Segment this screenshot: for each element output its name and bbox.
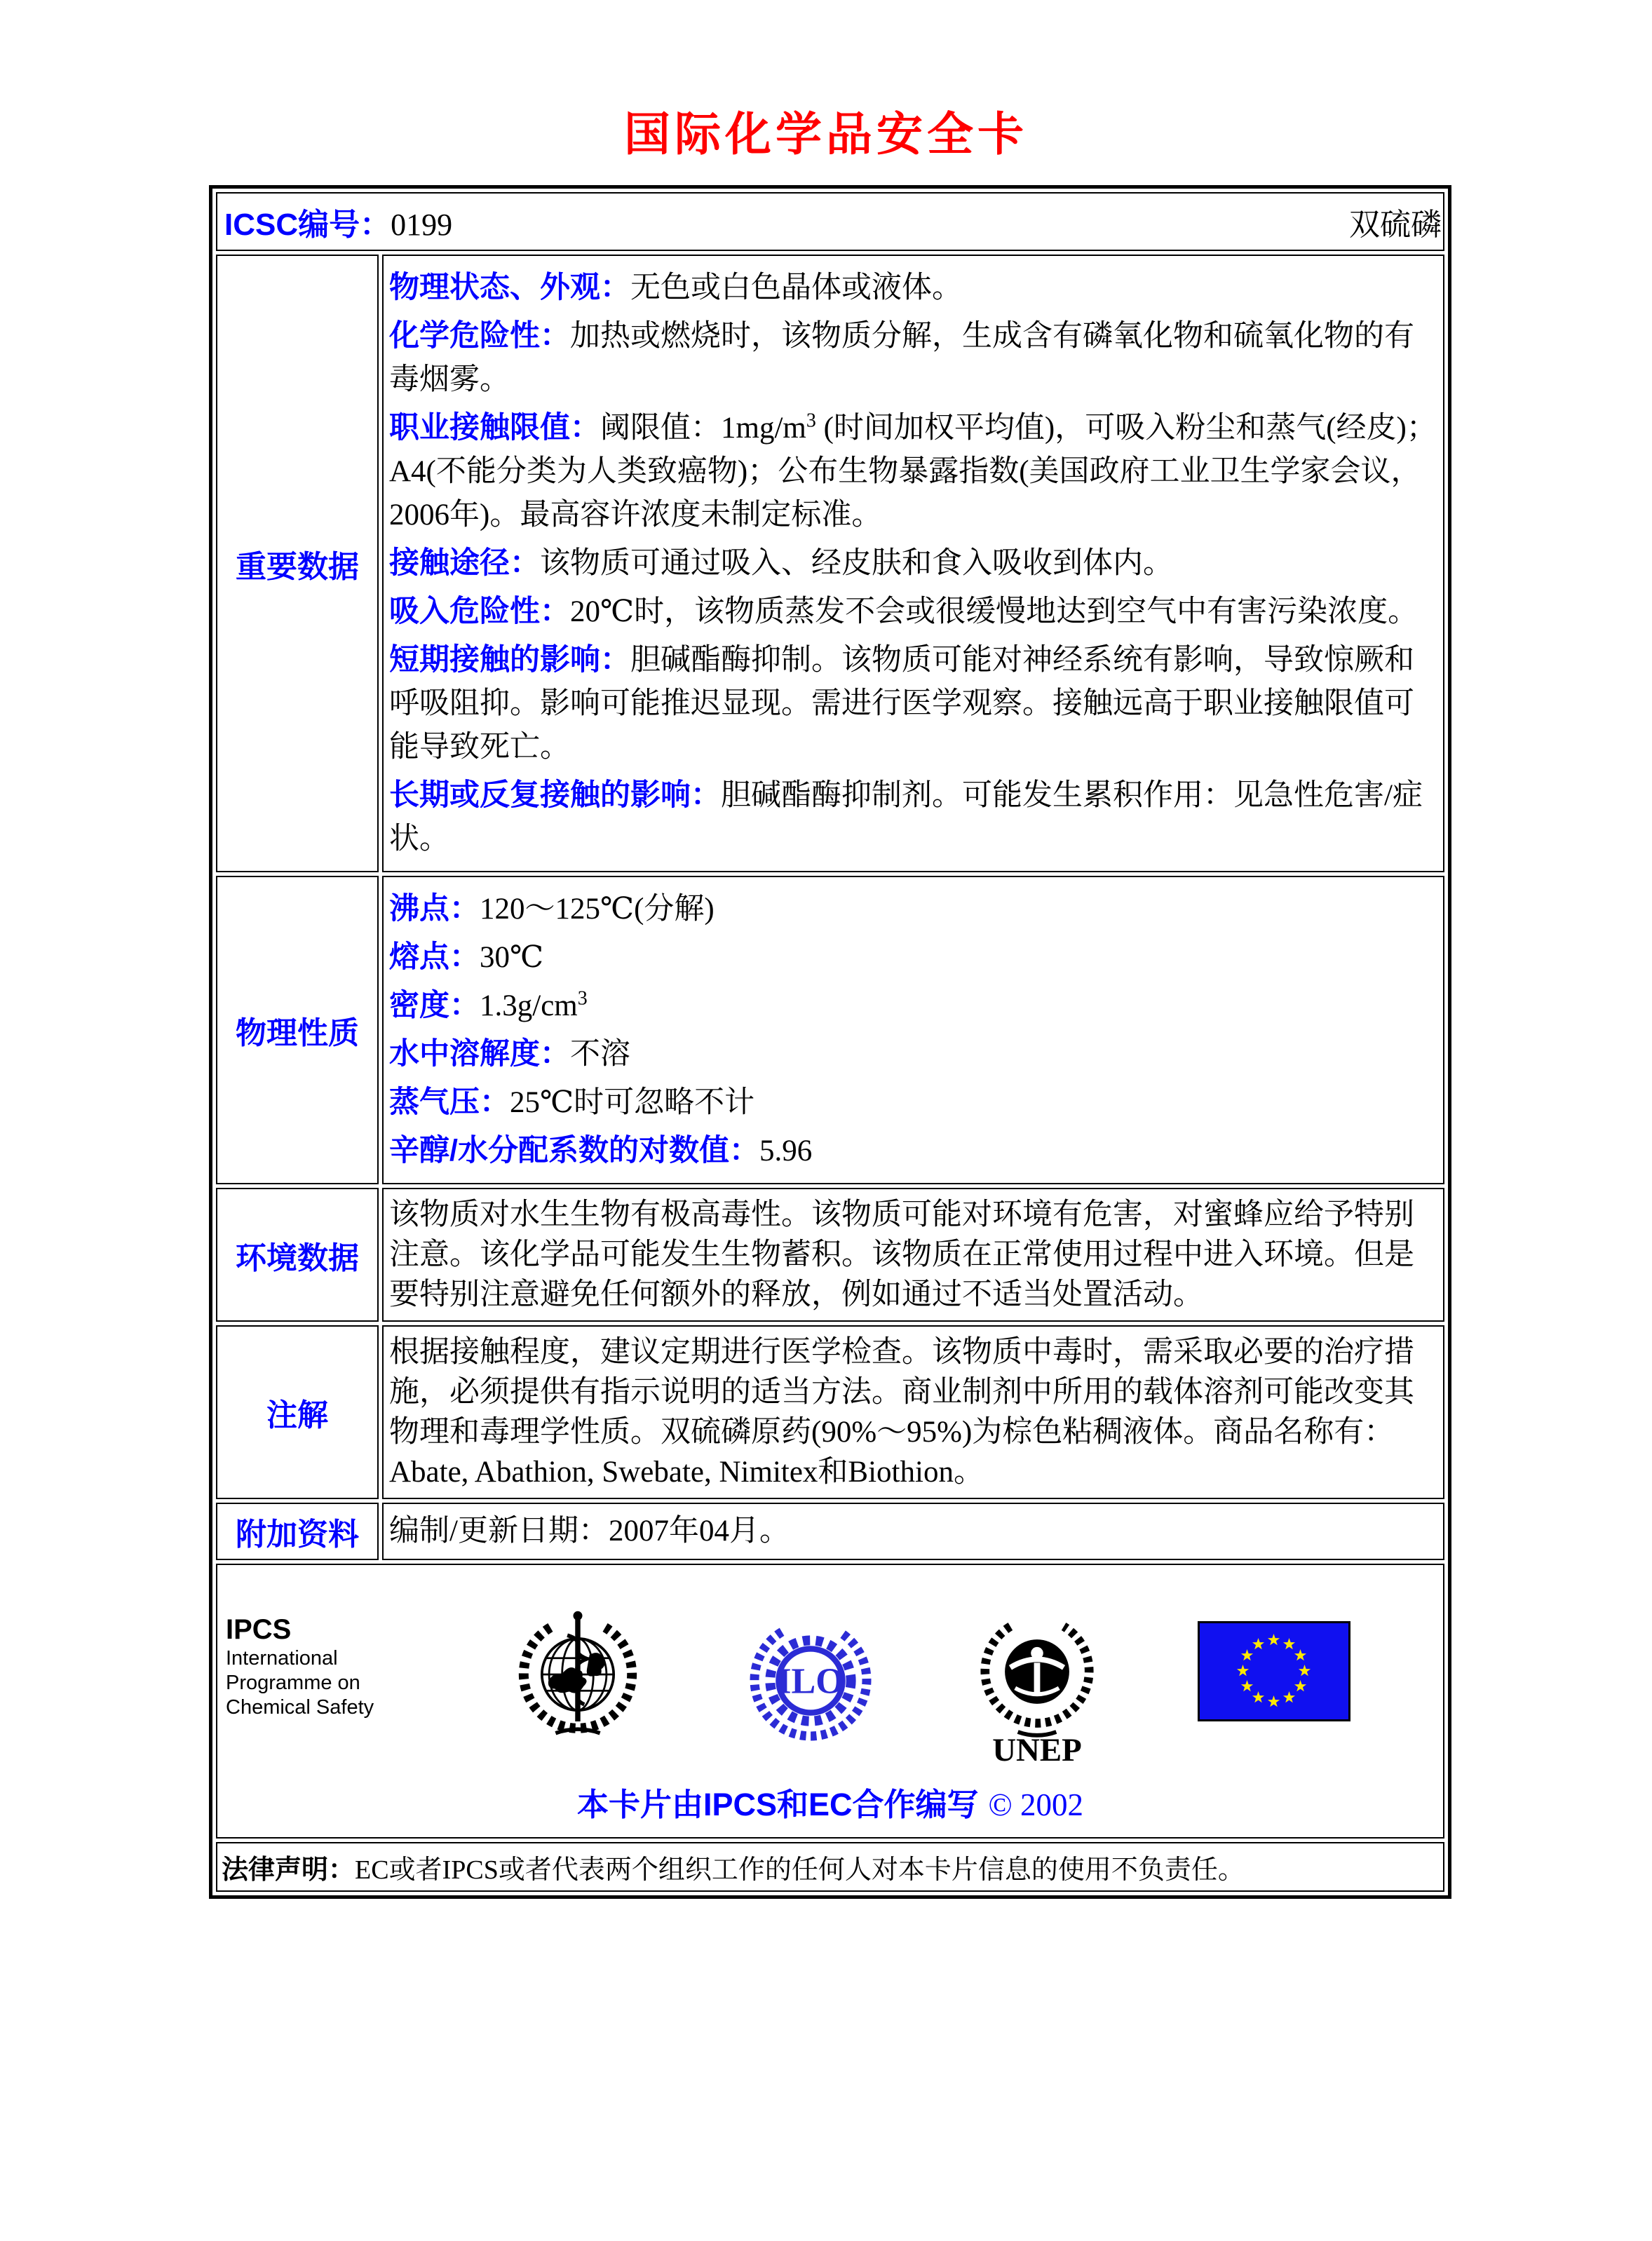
list-item <box>389 541 1439 585</box>
item-text: 无色或白色晶体或液体。 <box>630 271 962 304</box>
icsc-table <box>212 189 1448 1895</box>
copyright-year: © 2002 <box>988 1787 1083 1822</box>
chemical-name: 双硫磷 <box>1349 208 1442 242</box>
item-text: 1.3g/cm <box>480 989 578 1022</box>
list-item <box>389 1032 1439 1076</box>
section-label-physical-properties: 物理性质 <box>216 876 379 1184</box>
section-label-notes: 注解 <box>216 1325 379 1499</box>
item-label: 熔点： <box>389 940 480 974</box>
section-text: 该物质对水生生物有极高毒性。该物质可能对环境有危害，对蜜蜂应给予特别注意。该化学品可能发生生物蓄积。该物质在正常使用过程中进入环境。但是要特别注意避免任何额外的释放，例如通过不适当处置活动。 <box>389 1198 1414 1311</box>
ipcs-text-block <box>226 1613 409 1720</box>
table-row-additional-info <box>216 1503 1444 1560</box>
notes-content <box>382 1325 1444 1499</box>
icsc-number-label: ICSC编号： <box>224 208 391 242</box>
legal-cell <box>216 1842 1444 1892</box>
ipcs-line: Chemical Safety <box>226 1696 374 1719</box>
section-text: 根据接触程度，建议定期进行医学检查。该物质中毒时，需采取必要的治疗措施，必须提供有指示说明的适当方法。商业制剂中所用的载体溶剂可能改变其物理和毒理学性质。双硫磷原药(90%～95%)为棕色粘稠液体。商品名称有：Abate, Abathion, Swebate, Nimitex和Biothion。 <box>389 1336 1414 1489</box>
list-item <box>389 935 1439 980</box>
item-text: 120～125℃(分解) <box>480 893 715 926</box>
important-data-content <box>382 255 1444 872</box>
list-item <box>389 406 1439 537</box>
item-label: 水中溶解度： <box>389 1037 570 1071</box>
list-item <box>389 773 1439 861</box>
unep-logo-icon <box>979 1603 1095 1775</box>
list-item <box>389 590 1439 634</box>
item-label: 长期或反复接触的影响： <box>389 778 721 812</box>
item-text: (时间加权平均值)，可吸入粉尘和蒸气(经皮)；A4(不能分类为人类致癌物)；公布生物暴露指数(美国政府工业卫生学家会议，2006年)。最高容许浓度未制定标准。 <box>389 412 1437 532</box>
copyright-text: 本卡片由IPCS和EC合作编写 <box>577 1787 979 1822</box>
item-text: 加热或燃烧时，该物质分解，生成含有磷氧化物和硫氧化物的有毒烟雾。 <box>389 320 1414 396</box>
copyright-line <box>217 1779 1443 1824</box>
header-cell <box>216 192 1444 251</box>
logo-row <box>217 1572 1443 1775</box>
section-label-environmental-data: 环境数据 <box>216 1188 379 1322</box>
item-label: 短期接触的影响： <box>389 643 630 677</box>
table-row-legal <box>216 1842 1444 1892</box>
table-row-important-data <box>216 255 1444 872</box>
table-row-header <box>216 192 1444 251</box>
item-label: 接触途径： <box>389 546 540 580</box>
environmental-data-content <box>382 1188 1444 1322</box>
list-item <box>389 314 1439 402</box>
list-item <box>389 638 1439 769</box>
superscript: 3 <box>806 409 816 432</box>
section-text: 编制/更新日期：2007年04月。 <box>389 1515 790 1548</box>
table-row-notes <box>216 1325 1444 1499</box>
ipcs-line: Programme on <box>226 1672 360 1694</box>
item-text: 胆碱酯酶抑制剂。可能发生累积作用：见急性危害/症状。 <box>389 779 1423 855</box>
legal-label: 法律声明： <box>222 1855 356 1885</box>
item-label: 蒸气压： <box>389 1085 510 1119</box>
unep-label: UNEP <box>991 1731 1082 1768</box>
section-label-additional-info: 附加资料 <box>216 1503 379 1560</box>
page-title: 国际化学品安全卡 <box>624 109 1028 161</box>
item-label: 化学危险性： <box>389 319 570 353</box>
superscript: 3 <box>577 987 588 1010</box>
item-label: 沸点： <box>389 892 480 926</box>
ilo-logo-icon <box>745 1614 876 1751</box>
list-item <box>389 1129 1439 1173</box>
ipcs-line: International <box>226 1647 338 1670</box>
footer-cell <box>216 1564 1444 1839</box>
list-item <box>389 887 1439 931</box>
item-text: 25℃时可忽略不计 <box>510 1086 755 1119</box>
physical-properties-content <box>382 876 1444 1184</box>
item-text: 30℃ <box>480 941 544 974</box>
item-text: 阈限值：1mg/m <box>600 412 806 445</box>
item-text: 5.96 <box>759 1135 813 1167</box>
additional-info-content <box>382 1503 1444 1560</box>
who-logo-icon <box>513 1606 643 1747</box>
eu-flag-icon <box>1198 1621 1350 1725</box>
icsc-number-value: 0199 <box>391 208 453 242</box>
table-row-physical-properties <box>216 876 1444 1184</box>
item-label: 密度： <box>389 989 480 1022</box>
item-text: 该物质可通过吸入、经皮肤和食入吸收到体内。 <box>540 547 1173 580</box>
ipcs-acronym: IPCS <box>226 1614 292 1645</box>
list-item <box>389 266 1439 310</box>
legal-text: EC或者IPCS或者代表两个组织工作的任何人对本卡片信息的使用不负责任。 <box>355 1855 1245 1885</box>
item-label: 辛醇/水分配系数的对数值： <box>389 1134 759 1167</box>
item-text: 20℃时，该物质蒸发不会或很缓慢地达到空气中有害污染浓度。 <box>570 595 1419 628</box>
item-label: 物理状态、外观： <box>389 271 630 304</box>
item-label: 职业接触限值： <box>389 411 600 445</box>
icsc-card <box>209 185 1451 1899</box>
table-row-footer <box>216 1564 1444 1839</box>
item-text: 胆碱酯酶抑制。该物质可能对神经系统有影响，导致惊厥和呼吸阻抑。影响可能推迟显现。需进行医学观察。接触远高于职业接触限值可能导致死亡。 <box>389 644 1414 764</box>
section-label-important-data: 重要数据 <box>216 255 379 872</box>
item-label: 吸入危险性： <box>389 595 570 628</box>
list-item <box>389 984 1439 1028</box>
table-row-environmental-data <box>216 1188 1444 1322</box>
svg-text:ILO: ILO <box>777 1661 844 1702</box>
list-item <box>389 1081 1439 1125</box>
item-text: 不溶 <box>570 1038 630 1071</box>
icsc-number <box>224 199 452 244</box>
